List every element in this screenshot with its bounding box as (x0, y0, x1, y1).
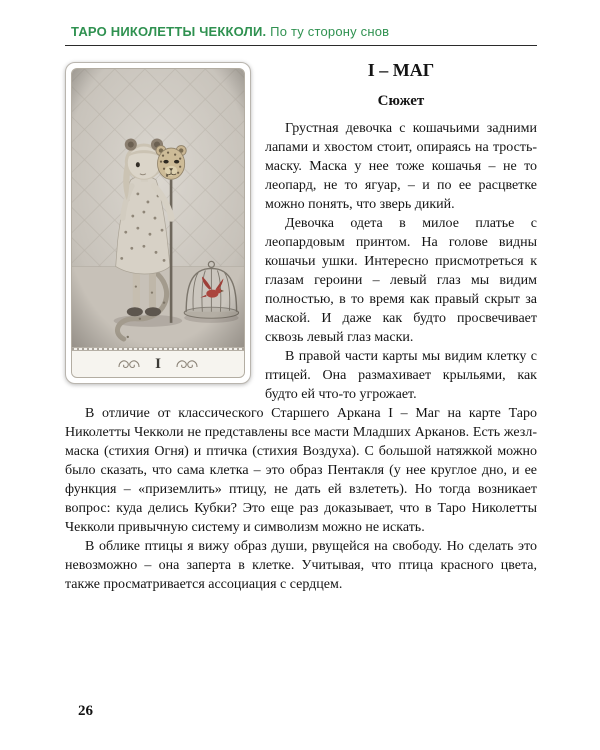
paragraph-3: В правой части карты мы видим клетку с птицей. Она размахивает крыльями, как будто ей что-то угрожает. (265, 349, 537, 402)
card-illustration (72, 69, 244, 347)
paragraph-5: В облике птицы я вижу образ души, рвущейся на свободу. Но сделать это невозможно – она заперта в клетке. Учитывая, что птица красного цвета, также просматривается ассоциация с сердцем. (65, 539, 537, 592)
page-number: 26 (78, 703, 93, 719)
page-header (0, 0, 600, 46)
paragraph-2: Девочка одета в милое платье с леопардовым принтом. На голове видны кошачьи ушки. Интересно присмотреться к глазам героини – левый глаз мы видим полностью, в то время как правый скрыт за маской. И даже как будто просвечивает сквозь левый глаз маски. (265, 216, 537, 345)
footer-ornament-right (175, 358, 199, 370)
paragraph-1: Грустная девочка с кошачьими задними лапами и хвостом стоит, опираясь на трость-маску. Маска у нее тоже кошачья – не то леопард, не то ягуар, – и по ее расцветке можно понять, что зверь дикий. (265, 121, 537, 212)
page-content (0, 46, 600, 594)
footer-ornament-left (117, 358, 141, 370)
running-head-series: ТАРО НИКОЛЕТТЫ ЧЕККОЛИ. (71, 24, 267, 39)
paragraph-4: В отличие от классического Старшего Аркана I – Маг на карте Таро Николетты Чекколи не представлены все масти Младших Арканов. Есть жезл-маска (стихия Огня) и птичка (стихия Воздуха). С большой натяжкой можно было сказать, что сама клетка – это образ Пентакля (у нее круглое дно, и ее функция – «приземлить» птицу, не дать ей взлететь). Но тогда возникает вопрос: куда делись Кубки? Это еще раз доказывает, что в Таро Николетты Чекколи привычную систему и символизм можно не искать. (65, 406, 537, 535)
article-title: I – МАГ (367, 60, 435, 80)
tarot-card-inner (71, 68, 245, 378)
section-heading: Сюжет (377, 93, 425, 109)
running-head (65, 24, 537, 39)
vignette (72, 69, 244, 347)
card-numeral: I (155, 355, 161, 372)
card-footer (72, 351, 244, 377)
tarot-card (65, 62, 251, 384)
running-head-subtitle: По ту сторону снов (266, 24, 390, 39)
